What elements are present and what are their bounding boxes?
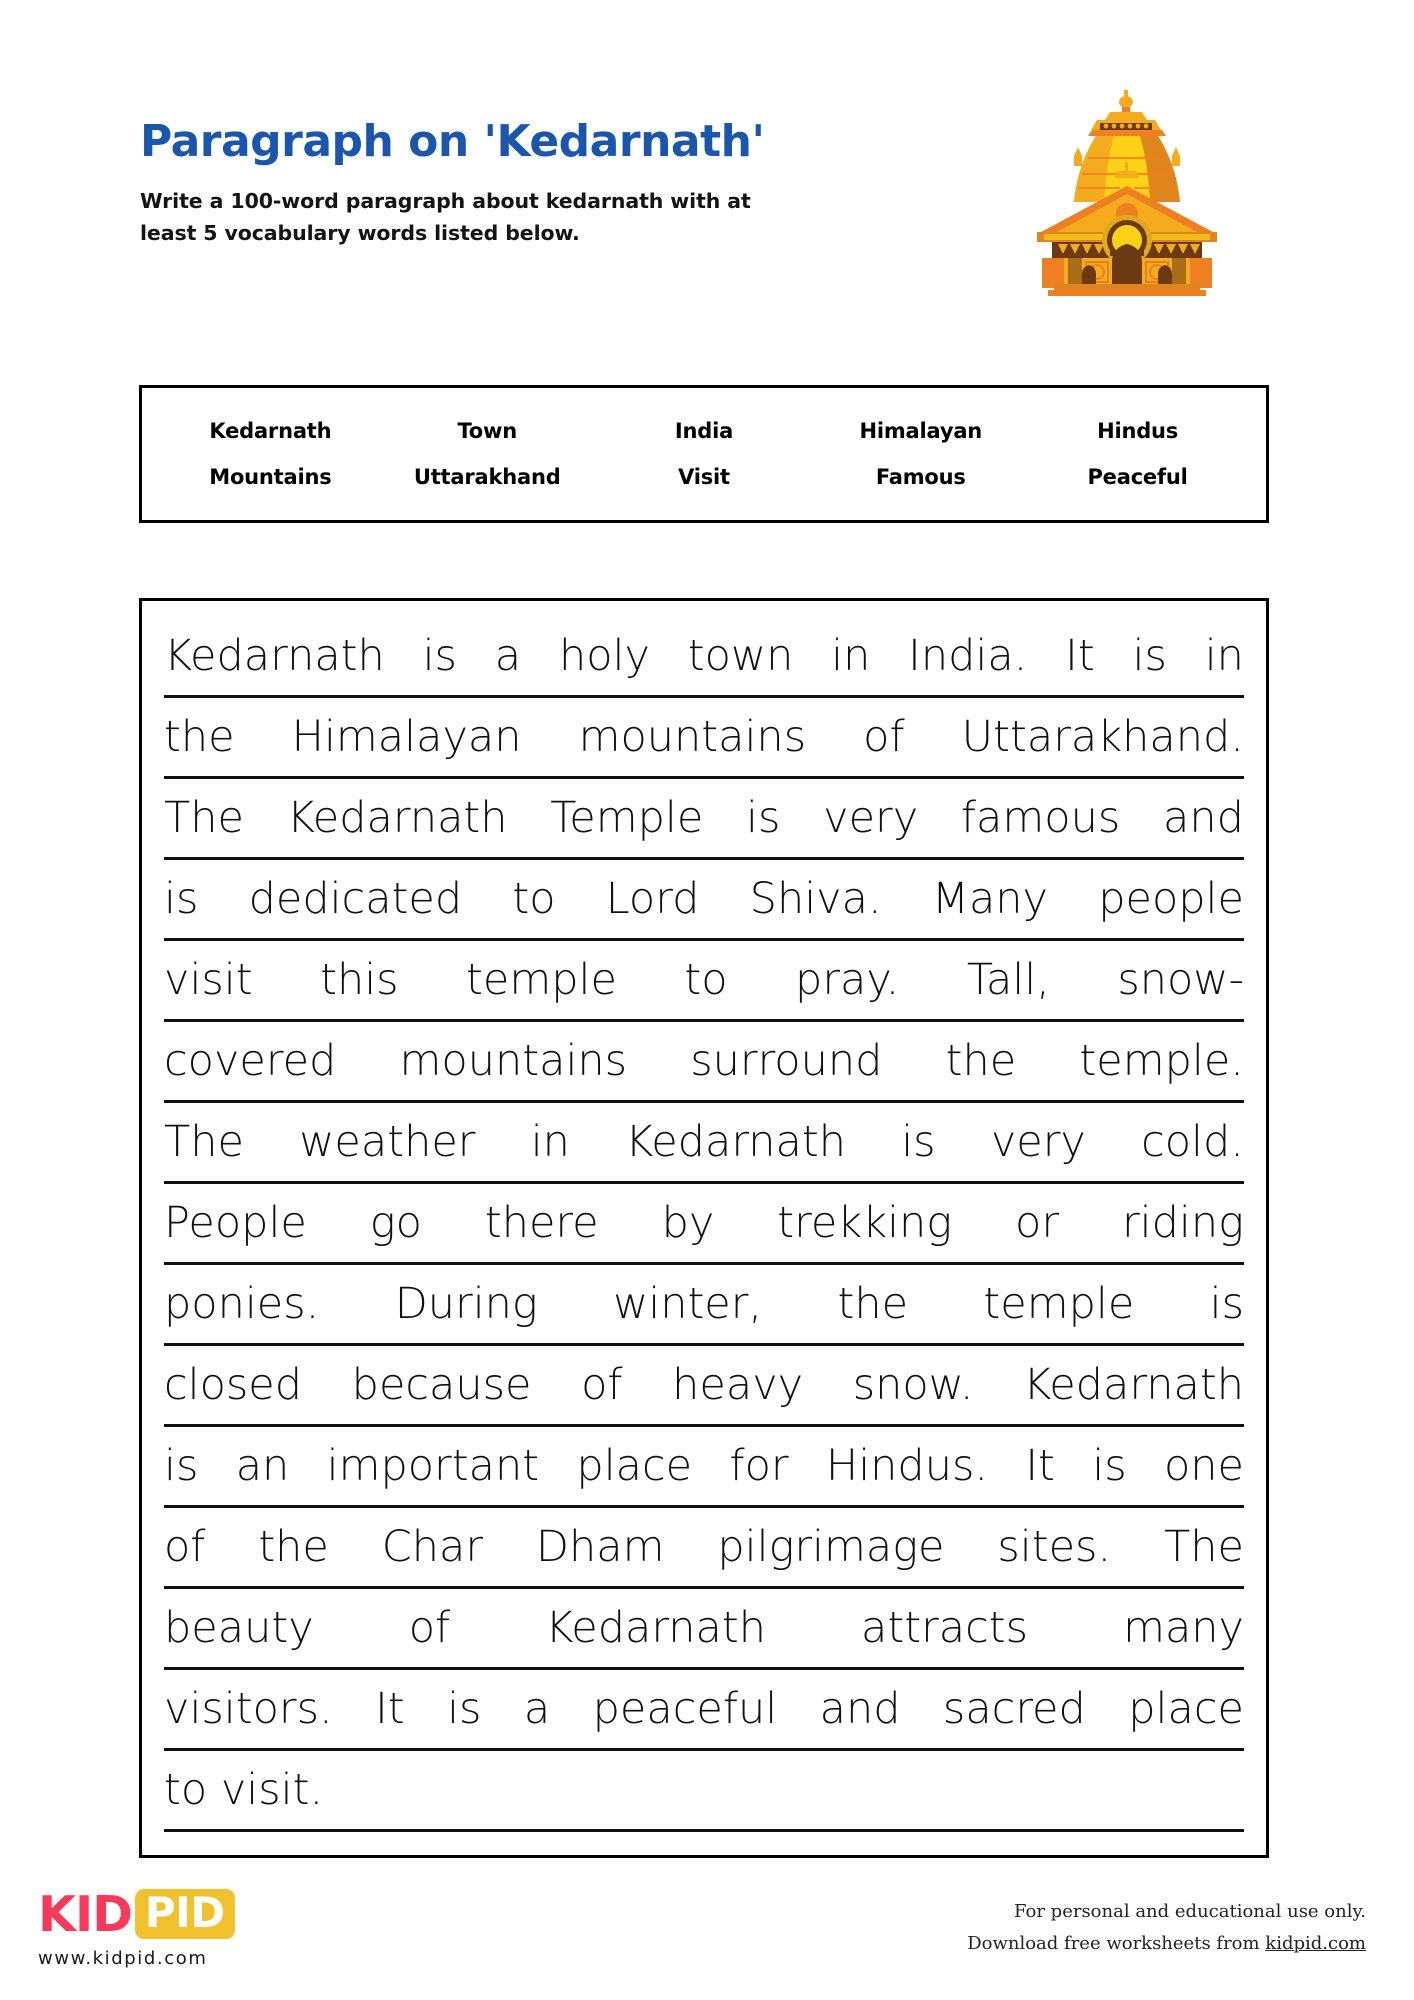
answer-line (164, 1670, 1244, 1751)
answer-word: weather (299, 1116, 476, 1167)
vocabulary-row-2 (142, 465, 1266, 489)
footer-note-prefix: Download free worksheets from (967, 1932, 1266, 1954)
answer-word: Many (931, 873, 1048, 924)
answer-line (164, 1265, 1244, 1346)
logo-website-url: www.kidpid.com (38, 1948, 208, 1969)
answer-line (164, 1508, 1244, 1589)
answer-line (164, 1346, 1244, 1427)
answer-word: famous (960, 792, 1121, 843)
answer-word: Hindus. (825, 1440, 989, 1491)
answer-word: place (576, 1440, 693, 1491)
vocab-word: Famous (875, 465, 966, 489)
answer-line (164, 617, 1244, 698)
answer-line (164, 1103, 1244, 1184)
answer-word: pilgrimage (717, 1521, 945, 1572)
vocab-word: India (674, 419, 734, 443)
answer-word: is (164, 1440, 199, 1491)
answer-line (164, 698, 1244, 779)
vocabulary-word-bank (139, 385, 1269, 523)
answer-word: trekking (777, 1197, 953, 1248)
answer-word: snow. (852, 1359, 974, 1410)
answer-word: of (408, 1602, 451, 1653)
answer-line (164, 779, 1244, 860)
answer-word: The (164, 1116, 244, 1167)
logo-wordmark (38, 1885, 298, 1943)
instruction-line-1: Write a 100-word paragraph about kedarnath with at (140, 189, 751, 214)
answer-word: is (447, 1683, 482, 1734)
footer-usage-note (967, 1896, 1366, 1959)
vocab-word: Town (457, 419, 517, 443)
answer-line (164, 860, 1244, 941)
answer-word: holy (558, 630, 650, 681)
answer-writing-area[interactable] (139, 598, 1269, 1858)
answer-word: town (687, 630, 794, 681)
answer-word: and (819, 1683, 901, 1734)
answer-word: is (1132, 630, 1167, 681)
vocab-word: Hindus (1097, 419, 1179, 443)
vocab-word: Himalayan (859, 419, 983, 443)
kidpid-link[interactable]: kidpid.com (1265, 1932, 1366, 1954)
answer-word: the (258, 1521, 329, 1572)
answer-line (164, 1184, 1244, 1265)
answer-word: closed (164, 1359, 303, 1410)
answer-word: by (661, 1197, 715, 1248)
answer-word: for (729, 1440, 789, 1491)
answer-word: a (523, 1683, 551, 1734)
answer-word: of (863, 711, 905, 762)
answer-word: mountains (578, 711, 807, 762)
answer-word: dedicated (248, 873, 463, 924)
answer-word: surround (690, 1035, 883, 1086)
answer-word: there (484, 1197, 599, 1248)
vocabulary-row-1 (142, 419, 1266, 443)
answer-word: Shiva. (749, 873, 882, 924)
instruction-line-2: least 5 vocabulary words listed below. (140, 221, 580, 246)
answer-line: to visit. (164, 1751, 1244, 1832)
answer-word: is (1092, 1440, 1127, 1491)
answer-word: beauty (164, 1602, 314, 1653)
answer-word: the (945, 1035, 1017, 1086)
answer-word: in (831, 630, 871, 681)
answer-line (164, 941, 1244, 1022)
answer-word: sites. (997, 1521, 1112, 1572)
vocab-word: Visit (678, 465, 730, 489)
answer-word: Kedarnath (545, 1602, 766, 1653)
answer-word: heavy (672, 1359, 804, 1410)
vocab-word: Kedarnath (209, 419, 332, 443)
answer-word: temple (466, 954, 617, 1005)
answer-word: Temple (550, 792, 704, 843)
answer-word: and (1163, 792, 1244, 843)
answer-word: peaceful (592, 1683, 778, 1734)
answer-word: go (369, 1197, 422, 1248)
answer-word: in (1204, 630, 1244, 681)
answer-word: temple (983, 1278, 1135, 1329)
answer-word: Kedarnath (1023, 1359, 1244, 1410)
logo-pid-text: PID (144, 1887, 225, 1937)
answer-word: The (1163, 1521, 1244, 1572)
answer-word: It (1025, 1440, 1055, 1491)
answer-word: is (1209, 1278, 1244, 1329)
kedarnath-temple-icon (1022, 88, 1232, 296)
answer-word: The (164, 792, 244, 843)
answer-word: cold. (1141, 1116, 1244, 1167)
answer-word: a (494, 630, 522, 681)
answer-word: an (235, 1440, 290, 1491)
answer-word: Dham (535, 1521, 665, 1572)
footer-note-line-2 (967, 1928, 1366, 1960)
answer-word: one (1163, 1440, 1244, 1491)
answer-word: is (901, 1116, 936, 1167)
answer-word: important (326, 1440, 540, 1491)
answer-word: to (512, 873, 556, 924)
logo-kid-text: KID (38, 1885, 132, 1943)
answer-word: is (422, 630, 457, 681)
answer-word: this (320, 954, 399, 1005)
answer-word: snow- (1117, 954, 1244, 1005)
answer-word: ponies. (164, 1278, 320, 1329)
vocab-word: Peaceful (1087, 465, 1188, 489)
answer-word: India. (908, 630, 1028, 681)
answer-word: It (1065, 630, 1095, 681)
answer-word: Himalayan (291, 711, 522, 762)
kidpid-logo[interactable] (38, 1885, 298, 1969)
answer-word: Kedarnath (625, 1116, 846, 1167)
answer-line (164, 1589, 1244, 1670)
answer-word: During (394, 1278, 538, 1329)
answer-word: in (530, 1116, 570, 1167)
answer-word: pray. (795, 954, 900, 1005)
logo-pid-badge (135, 1889, 235, 1939)
answer-word: mountains (399, 1035, 628, 1086)
answer-word: riding (1121, 1197, 1244, 1248)
answer-word: winter, (613, 1278, 763, 1329)
answer-word: visitors. (164, 1683, 333, 1734)
answer-line (164, 1427, 1244, 1508)
footer-note-line-1: For personal and educational use only. (1014, 1901, 1366, 1922)
answer-word: of (581, 1359, 623, 1410)
answer-word: Kedarnath (286, 792, 508, 843)
answer-word: visit (164, 954, 253, 1005)
instruction-text (140, 186, 900, 250)
page-title: Paragraph on 'Kedarnath' (140, 116, 765, 167)
answer-word: Tall, (966, 954, 1050, 1005)
answer-word: the (164, 711, 235, 762)
vocab-word: Mountains (209, 465, 332, 489)
answer-word: Char (381, 1521, 484, 1572)
worksheet-header (140, 118, 1040, 250)
answer-word: many (1123, 1602, 1244, 1653)
answer-word: Lord (605, 873, 700, 924)
answer-word: It (375, 1683, 405, 1734)
answer-word: very (823, 792, 919, 843)
answer-word: temple. (1079, 1035, 1244, 1086)
vocab-word: Uttarakhand (413, 465, 561, 489)
answer-word: or (1015, 1197, 1060, 1248)
answer-word: the (837, 1278, 909, 1329)
answer-word: attracts (861, 1602, 1029, 1653)
answer-word: of (164, 1521, 206, 1572)
answer-word: People (164, 1197, 307, 1248)
answer-word: is (164, 873, 199, 924)
answer-word: is (746, 792, 781, 843)
answer-word: because (351, 1359, 532, 1410)
answer-word: Uttarakhand. (961, 711, 1244, 762)
answer-word: covered (164, 1035, 337, 1086)
answer-word: sacred (942, 1683, 1086, 1734)
answer-word: people (1098, 873, 1244, 924)
answer-line (164, 1022, 1244, 1103)
answer-word: place (1128, 1683, 1244, 1734)
answer-word: very (990, 1116, 1086, 1167)
answer-word: to (684, 954, 728, 1005)
answer-word: Kedarnath (164, 630, 385, 681)
